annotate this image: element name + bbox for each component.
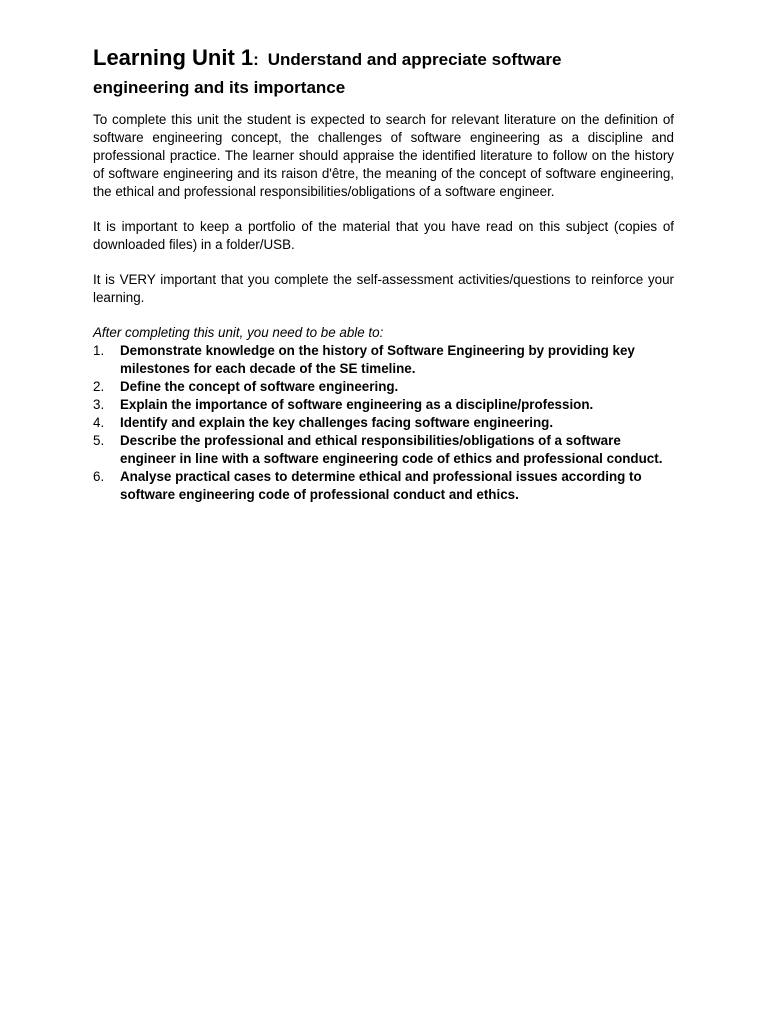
outcome-text: Describe the professional and ethical responsibilities/obligations of a software engineer in line with a software engineering code of ethics and professional conduct. [120, 433, 663, 466]
outcomes-intro: After completing this unit, you need to be able to: [93, 325, 384, 340]
outcome-number: 5. [93, 433, 105, 448]
outcome-text: Explain the importance of software engineering as a discipline/profession. [120, 397, 594, 412]
outcome-number: 2. [93, 379, 105, 394]
outcome-item [93, 414, 674, 432]
outcome-number: 1. [93, 343, 105, 358]
unit-title: Learning Unit 1 [93, 45, 254, 70]
outcome-text: Analyse practical cases to determine ethical and professional issues according to software engineering code of professional conduct and ethics. [120, 469, 642, 502]
unit-title-colon: : [253, 50, 259, 69]
outcome-text: Demonstrate knowledge on the history of Software Engineering by providing key milestones for each decade of the SE timeline. [120, 343, 635, 376]
outcome-text: Define the concept of software engineering. [120, 379, 399, 394]
outcome-text: Identify and explain the key challenges facing software engineering. [120, 415, 554, 430]
unit-subtitle-line2: engineering and its importance [93, 78, 346, 97]
outcome-number: 3. [93, 397, 105, 412]
unit-subtitle-line1: Understand and appreciate software [267, 50, 562, 69]
intro-paragraph: To complete this unit the student is expected to search for relevant literature on the definition of software engineering concept, the challenges of software engineering as a discipline and professional practice. The learner should appraise the identified literature to follow on the history of software engineering and its raison d'être, the meaning of the concept of software engineering, the ethical and professional responsibilities/obligations of a software engineer. [93, 112, 674, 199]
document-page [93, 44, 674, 504]
outcome-item [93, 378, 674, 396]
outcome-item [93, 468, 674, 504]
learning-outcomes-list [93, 342, 674, 504]
outcome-number: 4. [93, 415, 105, 430]
portfolio-paragraph: It is important to keep a portfolio of the material that you have read on this subject (copies of downloaded files) in a folder/USB. [93, 219, 674, 252]
unit-heading [93, 44, 674, 75]
outcome-number: 6. [93, 469, 105, 484]
outcome-item [93, 396, 674, 414]
outcome-item [93, 342, 674, 378]
self-assessment-paragraph: It is VERY important that you complete the self-assessment activities/questions to reinforce your learning. [93, 272, 674, 305]
outcome-item [93, 432, 674, 468]
